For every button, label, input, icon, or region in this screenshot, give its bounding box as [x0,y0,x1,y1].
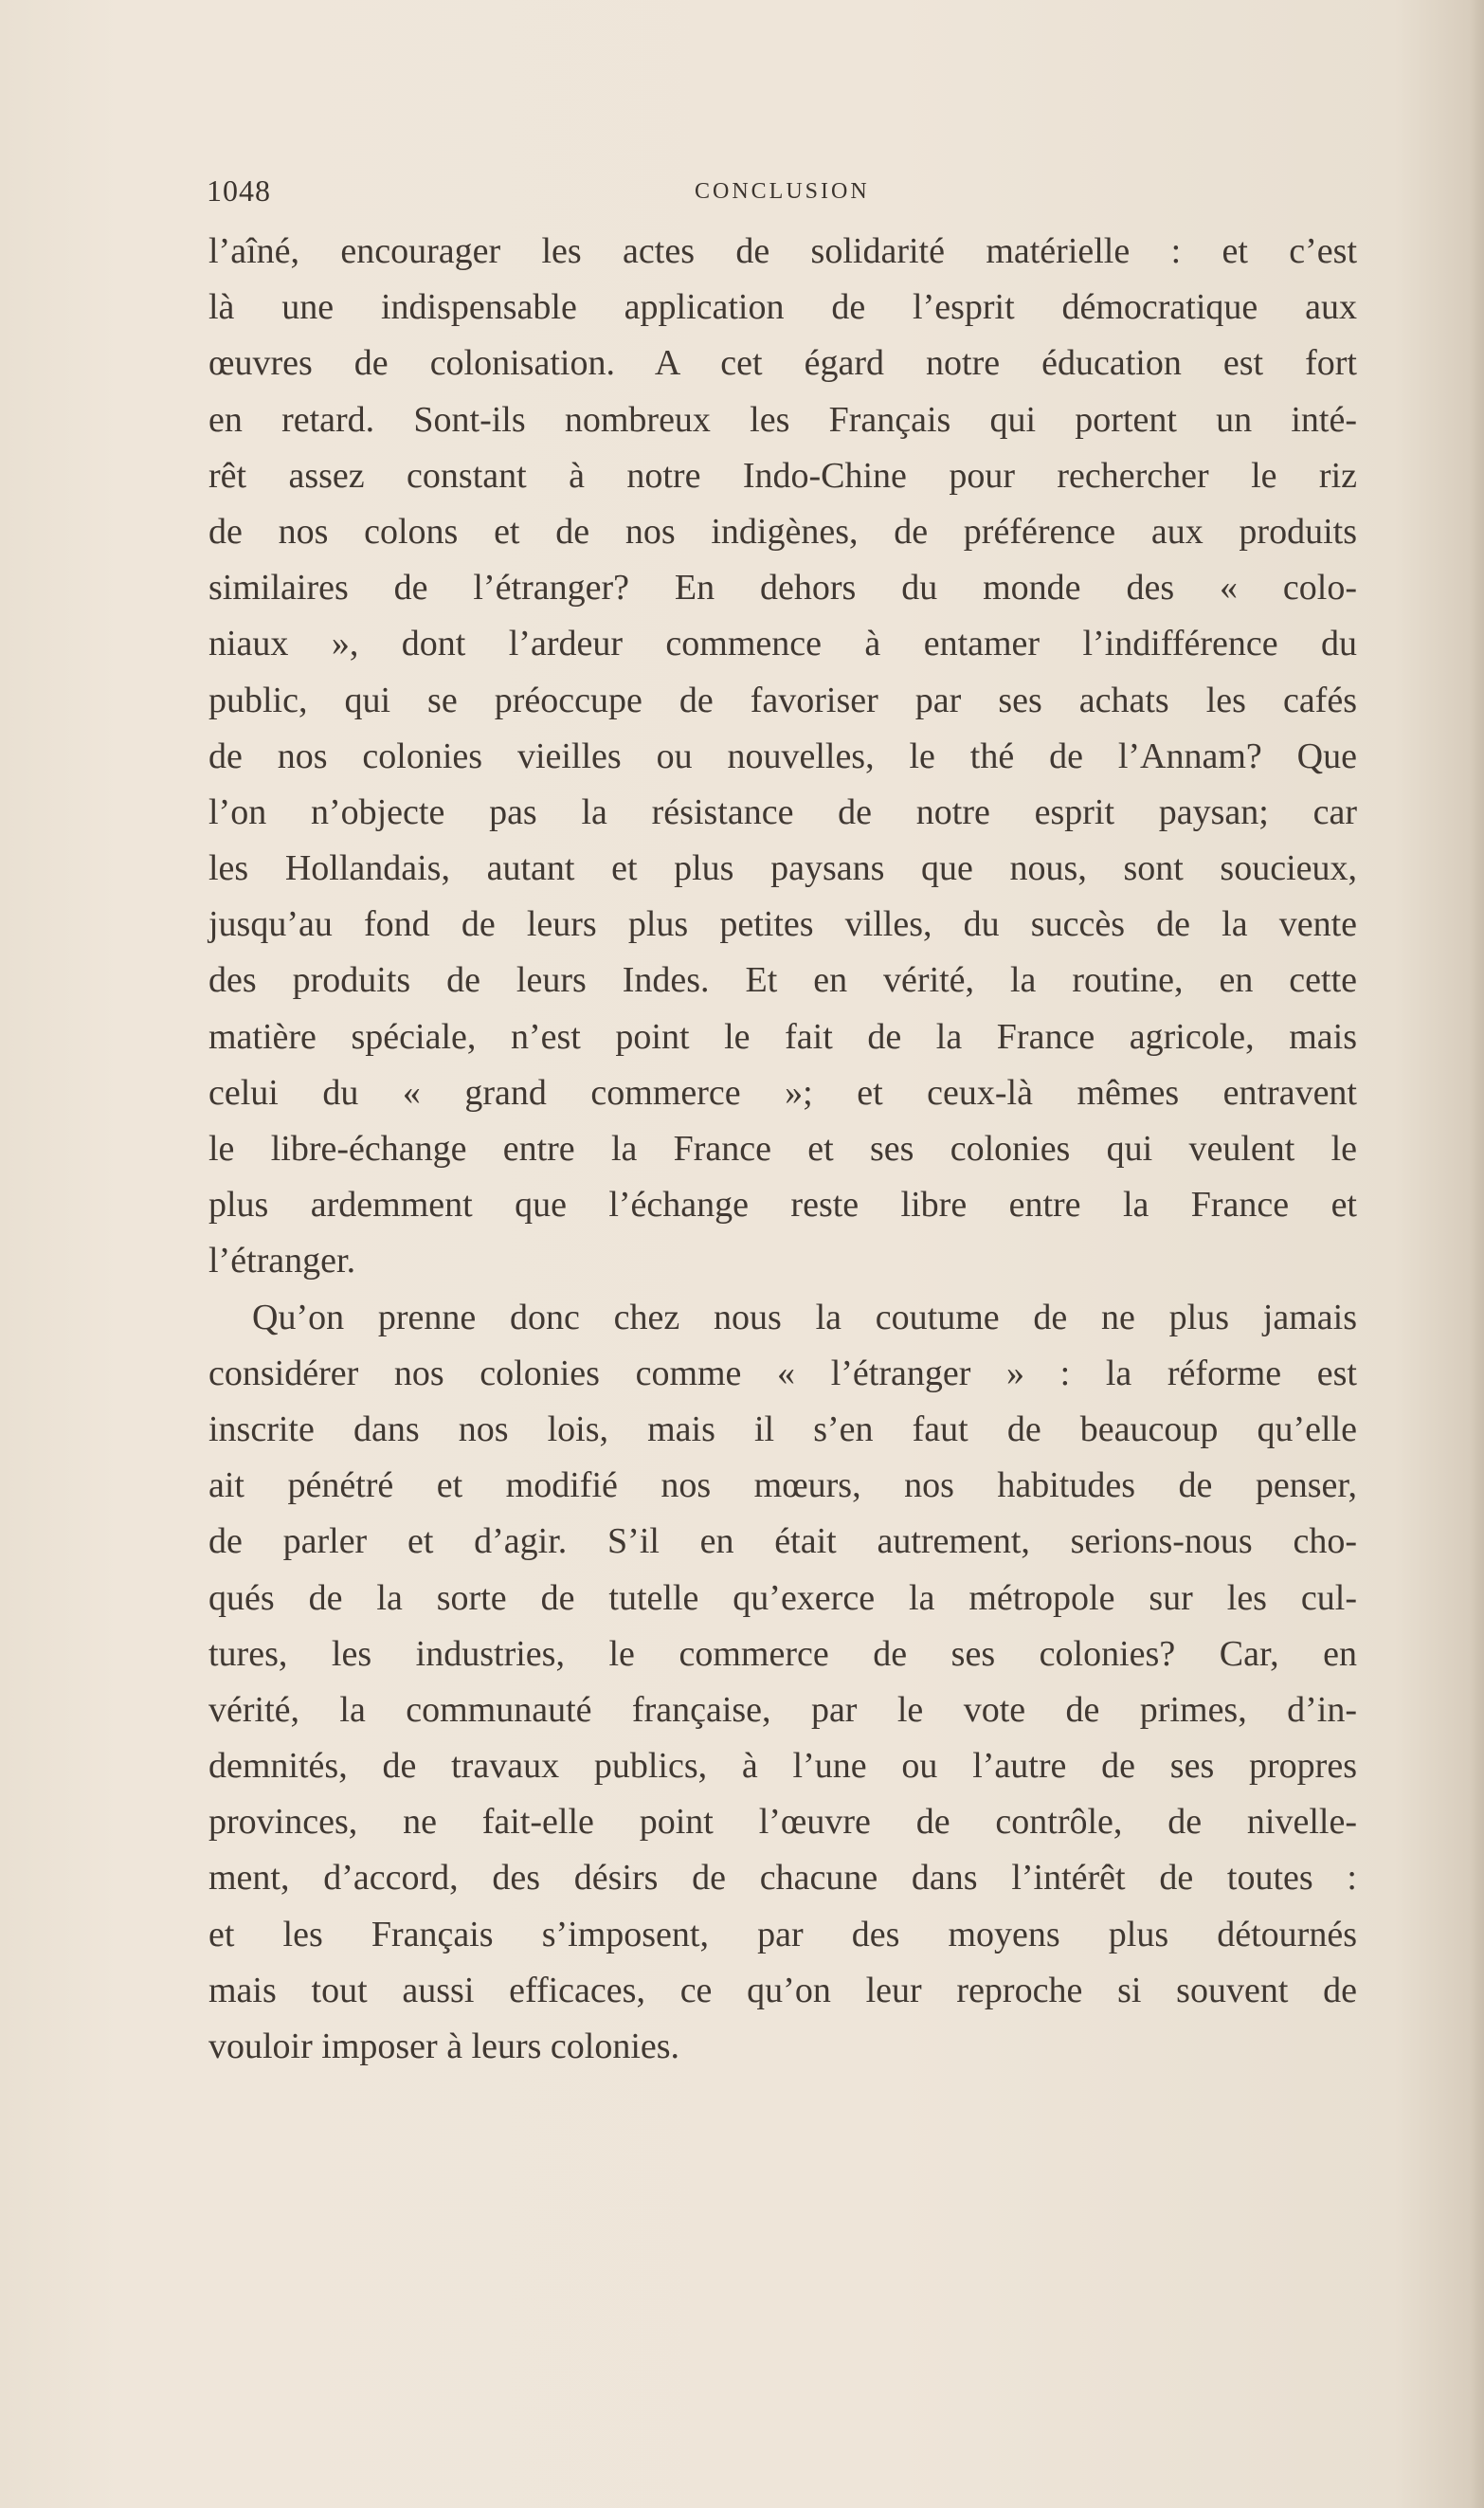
text-line: vérité, la communauté française, par le vote de primes, d’in- [208,1689,1357,1730]
text-line: provinces, ne fait-elle point l’œuvre de contrôle, de nivelle- [208,1802,1357,1843]
text-line: mais tout aussi efficaces, ce qu’on leur reproche si souvent de [208,1970,1357,2010]
text-line: plus ardemment que l’échange reste libre entre la France et [208,1185,1357,1226]
text-line: niaux », dont l’ardeur commence à entamer l’indifférence du [208,624,1357,664]
body-text [208,224,1357,2075]
text-line: de parler et d’agir. S’il en était autrement, serions-nous cho- [208,1521,1357,1562]
text-line: l’aîné, encourager les actes de solidarité matérielle : et c’est [208,231,1357,271]
text-line: considérer nos colonies comme « l’étranger » : la réforme est [208,1353,1357,1393]
text-line: de nos colonies vieilles ou nouvelles, le thé de l’Annam? Que [208,736,1357,776]
text-line: demnités, de travaux publics, à l’une ou l’autre de ses propres [208,1746,1357,1787]
text-line: matière spéciale, n’est point le fait de la France agricole, mais [208,1016,1357,1057]
text-line: ment, d’accord, des désirs de chacune dans l’intérêt de toutes : [208,1858,1357,1899]
text-line: l’on n’objecte pas la résistance de notre esprit paysan; car [208,791,1357,832]
text-line: le libre-échange entre la France et ses colonies qui veulent le [208,1129,1357,1169]
text-line: qués de la sorte de tutelle qu’exerce la métropole sur les cul- [208,1577,1357,1618]
text-line: jusqu’au fond de leurs plus petites villes, du succès de la vente [208,904,1357,945]
text-line: inscrite dans nos lois, mais il s’en faut de beaucoup qu’elle [208,1408,1357,1449]
text-line: public, qui se préoccupe de favoriser par ses achats les cafés [208,680,1357,720]
text-line: des produits de leurs Indes. Et en vérité, la routine, en cette [208,960,1357,1001]
running-head [207,173,1363,211]
paragraph-start-line: Qu’on prenne donc chez nous la coutume de ne plus jamais [252,1297,1357,1337]
text-line: de nos colons et de nos indigènes, de préférence aux produits [208,511,1357,552]
text-line: celui du « grand commerce »; et ceux-là mêmes entravent [208,1072,1357,1113]
text-line: similaires de l’étranger? En dehors du monde des « colo- [208,568,1357,609]
text-line: là une indispensable application de l’esprit démocratique aux [208,287,1357,328]
text-line: en retard. Sont-ils nombreux les Français qui portent un inté- [208,399,1357,440]
chapter-heading: CONCLUSION [695,179,870,204]
text-line: tures, les industries, le commerce de ses colonies? Car, en [208,1633,1357,1674]
text-line: œuvres de colonisation. A cet égard notre éducation est fort [208,343,1357,384]
text-line: les Hollandais, autant et plus paysans que nous, sont soucieux, [208,848,1357,889]
text-line: et les Français s’imposent, par des moyens plus détournés [208,1914,1357,1954]
paragraph-end-line: vouloir imposer à leurs colonies. [208,2026,680,2066]
text-line: rêt assez constant à notre Indo-Chine pour rechercher le riz [208,455,1357,496]
paragraph-end-line: l’étranger. [208,1241,356,1281]
text-line: ait pénétré et modifié nos mœurs, nos habitudes de penser, [208,1465,1357,1506]
page-number: 1048 [207,173,271,208]
